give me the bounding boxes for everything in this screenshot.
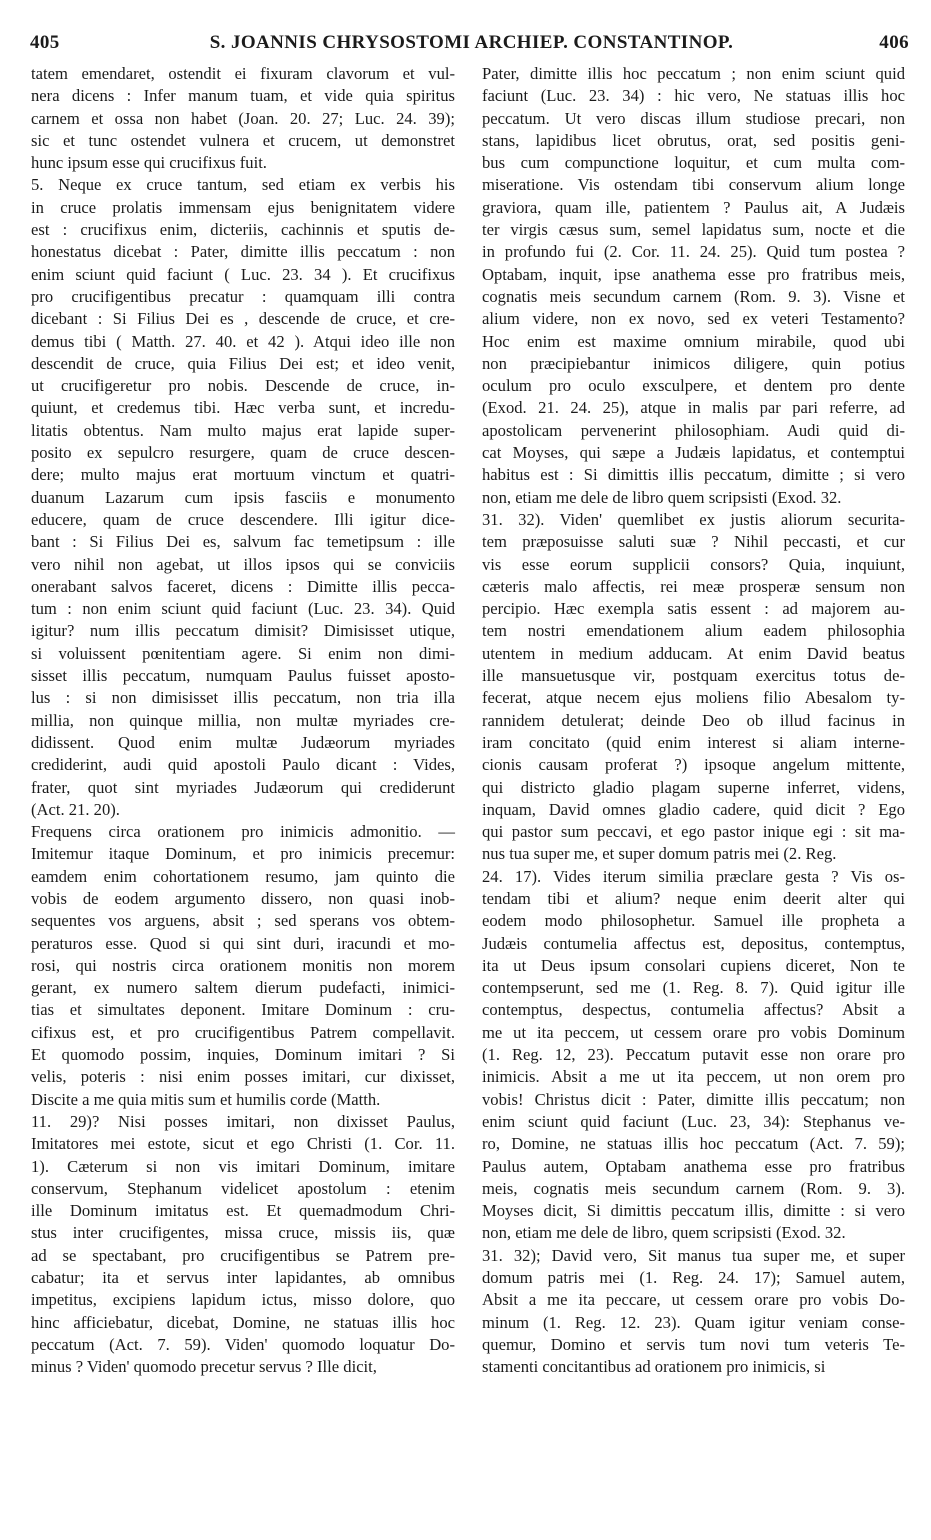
text-line: carnem et ossa non habet (Joan. 20. 27; Luc. 24. 39);	[31, 108, 455, 128]
text-line: crediderint, audi quid apostoli Paulo dicant : Vides,	[31, 755, 455, 775]
text-line: cæteris malo affectis, rei meæ prosperæ sensum non	[482, 576, 905, 596]
text-line: ter virgis cæsus sum, semel lapidatus sum, nocte et die	[482, 220, 905, 240]
text-line: contempserunt, sed me (1. Reg. 8. 7). Quid igitur ille	[482, 978, 905, 998]
text-line: quemur, Domino et servis tum novi tum veteris Te-	[482, 1334, 905, 1354]
text-line: cognatis meis secundum carnem (Rom. 9. 3). Visne et	[482, 286, 905, 306]
text-line: 1). Cæterum si non vis imitari Dominum, imitare	[31, 1156, 455, 1176]
text-line: hinc afficiebatur, dicebat, Domine, ne statuas illis hoc	[31, 1312, 455, 1332]
text-line: Paulus autem, Optabam anathema esse pro fratribus	[482, 1156, 905, 1176]
running-header	[30, 32, 909, 58]
text-line: gerant, ex numero saltem dierum pudefacti, inimici-	[31, 978, 455, 998]
text-line: cionis causam proferat ?) ipsoque angelum mittente,	[482, 755, 905, 775]
left-column	[31, 63, 455, 1379]
text-line: bus cum compunctione loquitur, et cum multa com-	[482, 153, 905, 173]
text-line: in profundo fui (2. Cor. 11. 24. 25). Quid tum postea ?	[482, 242, 905, 262]
text-line: hunc ipsum esse qui crucifixus fuit.	[31, 153, 267, 173]
text-line: est : crucifixus enim, dicteriis, cachinnis et sputis de-	[31, 220, 455, 240]
text-line: tatem emendaret, ostendit ei fixuram clavorum et vul-	[31, 64, 455, 83]
text-line: Imitatores mei estote, sicut et ego Christi (1. Cor. 11.	[31, 1134, 455, 1154]
text-line: igitur? num illis peccatum dimisit? Dimisisset utique,	[31, 621, 455, 641]
text-line: ut crucifigeretur pro nobis. Descende de cruce, in-	[31, 376, 455, 396]
text-line: tem præposuisse saluti suæ ? Nihil peccasti, et cur	[482, 532, 905, 552]
text-line: Moyses dicit, Si dimittis peccatum illis, dimitte : si vero	[482, 1201, 905, 1221]
text-line: rannidem detulerat; deinde Deo ob illud facinus in	[482, 710, 905, 730]
text-line: apostolicam pervenerint philosophiam. Audi quid di-	[482, 420, 905, 440]
text-line: tias et simultates deponent. Imitare Dominum : cru-	[31, 1000, 455, 1020]
text-line: vobis! Christus dicit : Pater, dimitte illis peccatum; non	[482, 1089, 905, 1109]
text-line: tum : non enim sciunt quid faciunt (Luc. 23. 34). Quid	[31, 599, 455, 619]
text-line: peccatum. Ut vero discas illum studiose precari, non	[482, 108, 905, 128]
text-line: litatis obtentus. Nam multo majus erat lapide super-	[31, 420, 455, 440]
text-line: miseratione. Vis ostendam tibi conservum alium longe	[482, 175, 905, 195]
text-line: sic et tunc ostendet vulnera et crucem, ut demonstret	[31, 130, 455, 150]
text-line: vobis de eodem argumento dissero, non quasi inob-	[31, 888, 455, 908]
text-line: stus inter crucifigentes, missa cruce, missis iis, quæ	[31, 1223, 455, 1243]
text-line: Hoc enim est maxime omnium mirabile, quod ubi	[482, 331, 905, 351]
text-line: in cruce prolatis immensam ejus benignitatem videre	[31, 197, 455, 217]
text-line: dicebant : Si Filius Dei es , descende de cruce, et cre-	[31, 309, 455, 329]
text-line: non, etiam me dele de libro, quem scripsisti (Exod. 32.	[482, 1223, 846, 1243]
text-line: 5. Neque ex cruce tantum, sed etiam ex verbis his	[31, 175, 455, 195]
text-line: Optabam, inquit, ipse anathema esse pro fratribus meis,	[482, 264, 905, 284]
text-line: Discite a me quia mitis sum et humilis corde (Matth.	[31, 1089, 381, 1109]
text-line: utentem in medium adducam. At enim David beatus	[482, 643, 905, 663]
running-title: S. JOANNIS CHRYSOSTOMI ARCHIEP. CONSTANTINOP.	[209, 32, 734, 53]
page-number-right: 406	[879, 32, 909, 53]
text-line: dere; multo majus erat mortuum vinctum et quatri-	[31, 465, 455, 485]
text-line: minum (1. Reg. 12. 23). Quam igitur veniam conse-	[482, 1312, 905, 1332]
text-line: pro crucifigentibus precatur : quamquam illi contra	[31, 286, 455, 306]
text-line: bant : Si Filius Dei es, salvum fac temetipsum : ille	[31, 532, 455, 552]
text-line: peraturos esse. Quod si qui sint duri, iracundi et mo-	[31, 933, 455, 953]
text-line: vero nihil non agebat, ut illos ipsos qui se conviciis	[31, 554, 455, 574]
text-line: posito ex sepulcro resurgere, quam de cruce descen-	[31, 443, 455, 463]
page-number-left: 405	[30, 32, 60, 53]
text-line: eodem modo philosophetur. Samuel ille propheta a	[482, 911, 905, 931]
text-line: ita ut Deus ipsum consolari cupiens diceret, Non te	[482, 955, 905, 975]
text-line: faciunt (Luc. 23. 34) : hic vero, Ne statuas illis hoc	[482, 86, 905, 106]
text-line: nus tua super me, et super domum patris mei (2. Reg.	[482, 844, 837, 864]
text-line: educere, quam de cruce descendere. Illi igitur dice-	[31, 509, 455, 529]
text-line: enim sciunt quid faciunt (Luc. 23, 34): Stephanus ve-	[482, 1111, 905, 1131]
text-line: ille mansuetusque vir, postquam exercitus totus de-	[482, 666, 905, 686]
text-line: iram concitato (quid enim interest si aliam interne-	[482, 732, 905, 752]
text-line: sequentes vos arguens, absit ; sed sperans vos obtem-	[31, 911, 455, 931]
text-line: didissent. Quod enim multæ Judæorum myriades	[31, 732, 455, 752]
text-line: tem nostri emendationem alium eadem philosophia	[482, 621, 905, 641]
text-line: duanum Lazarum cum ipsis fasciis e monumento	[31, 487, 455, 507]
text-line: ro, Domine, ne statuas illis hoc peccatum (Act. 7. 59);	[482, 1134, 905, 1154]
text-line: habitus est : Si dimittis illis peccatum, dimitte ; si vero	[482, 465, 905, 485]
text-line: minus ? Viden' quomodo precetur servus ? Ille dicit,	[31, 1357, 377, 1377]
text-line: (Act. 21. 20).	[31, 799, 120, 819]
text-line: nera dicens : Infer manum tuam, et vide quia spiritus	[31, 86, 455, 106]
text-line: eamdem enim cohortationem resumo, jam quinto die	[31, 866, 455, 886]
text-line: cabatur; ita et servus inter lapidantes, ab omnibus	[31, 1268, 455, 1288]
text-line: meis, cognatis meis secundum carnem (Rom. 9. 3).	[482, 1178, 905, 1198]
text-line: contemptus, despectus, contumelia affectus? Absit a	[482, 1000, 905, 1020]
text-line: peccatum (Act. 7. 59). Viden' quomodo loquatur Do-	[31, 1334, 455, 1354]
text-line: conservum, Stephanum videlicet apostolum : etenim	[31, 1178, 455, 1198]
text-line: stans, lapidibus licet obrutus, orat, sed positis geni-	[482, 130, 905, 150]
text-line: inquam, David omnes gladio cadere, quid dicit ? Ego	[482, 799, 905, 819]
text-line: Absit a me ita peccare, ut cessem orare pro vobis Do-	[482, 1290, 905, 1310]
text-line: millia, non quinque millia, non multæ myriades cre-	[31, 710, 455, 730]
text-line: descendit de cruce, quia Filius Dei est; et ideo venit,	[31, 353, 455, 373]
text-line: velis, poteris : nisi enim posses imitari, cur dixisset,	[31, 1067, 455, 1087]
text-line: 24. 17). Vides iterum similia præclare gesta ? Vis os-	[482, 866, 905, 886]
text-line: non præcipiebantur inimicos diligere, quin potius	[482, 353, 905, 373]
text-line: non, etiam me dele de libro quem scripsisti (Exod. 32.	[482, 487, 842, 507]
text-line: ille Dominum imitatus est. Et quemadmodum Chri-	[31, 1201, 455, 1221]
text-line: fecerat, atque necem ejus moliens filio Abesalom ty-	[482, 688, 905, 708]
text-line: Pater, dimitte illis hoc peccatum ; non enim sciunt quid	[482, 64, 905, 83]
text-line: (1. Reg. 12, 23). Peccatum putavit esse non orare pro	[482, 1045, 905, 1065]
text-line: qui districto gladio plagam superne inferret, videns,	[482, 777, 905, 797]
text-line: percipio. Hæc exempla satis essent : ad majorem au-	[482, 599, 905, 619]
text-line: cifixus est, et pro crucifigentibus Patrem compellavit.	[31, 1022, 455, 1042]
text-line: alium videre, non ex novo, sed ex veteri Testamento?	[482, 309, 905, 329]
text-line: ad se spectabant, pro crucifigentibus se Patrem pre-	[31, 1245, 455, 1265]
text-line: enim sciunt quid faciunt ( Luc. 23. 34 ). Et crucifixus	[31, 264, 455, 284]
text-line: cat Moyses, qui sæpe a Judæis lapidatus, et contemptui	[482, 443, 905, 463]
text-line: Frequens circa orationem pro inimicis admonitio. —	[31, 822, 455, 842]
text-line: Imitemur itaque Dominum, et pro inimicis precemur:	[31, 844, 455, 864]
text-line: stamenti concitantibus ad orationem pro inimicis, si	[482, 1357, 826, 1377]
right-column	[482, 63, 905, 1379]
text-line: me ut ita peccem, ut cessem orare pro vobis Dominum	[482, 1022, 905, 1042]
text-line: honestatus dicebat : Pater, dimitte illis peccatum : non	[31, 242, 455, 262]
text-line: (Exod. 21. 24. 25), atque in malis par pari referre, ad	[482, 398, 905, 418]
text-line: impetitus, excipiens lapidum ictus, misso dolore, quo	[31, 1290, 455, 1310]
text-line: demus tibi ( Matth. 27. 40. et 42 ). Atqui ideo ille non	[31, 331, 455, 351]
text-line: lus : si non dimisisset illis peccatum, non tria illa	[31, 688, 455, 708]
text-line: frater, quot sint myriades Judæorum qui crediderunt	[31, 777, 455, 797]
text-line: sisset illis peccatum, numquam Paulus fuisset aposto-	[31, 666, 455, 686]
text-line: oculum pro oculo exsculpere, et dentem pro dente	[482, 376, 905, 396]
text-line: graviora, quam ille, patientem ? Paulus ait, A Judæis	[482, 197, 905, 217]
text-line: tendam tibi et alium? neque enim deerit alter qui	[482, 888, 905, 908]
text-line: Judæis contumelia affectus est, depositus, contemptus,	[482, 933, 905, 953]
text-line: quiunt, et credemus tibi. Hæc verba sunt, et incredu-	[31, 398, 455, 418]
text-line: 11. 29)? Nisi posses imitari, non dixisset Paulus,	[31, 1111, 455, 1131]
text-line: 31. 32). Viden' quemlibet ex justis aliorum securita-	[482, 509, 905, 529]
text-line: Et quomodo possim, inquies, Dominum imitari ? Si	[31, 1045, 455, 1065]
text-line: 31. 32); David vero, Sit manus tua super me, et super	[482, 1245, 905, 1265]
text-line: rosi, qui nostris circa orationem monitis non morem	[31, 955, 455, 975]
text-line: vis esse eorum supplicii consors? Quia, inquiunt,	[482, 554, 905, 574]
text-line: si voluissent pœnitentiam agere. Si enim non dimi-	[31, 643, 455, 663]
text-line: inimicis. Absit a me ut ita peccem, ut non orem pro	[482, 1067, 905, 1087]
text-line: onerabant salvos faceret, dicens : Dimitte illis pecca-	[31, 576, 455, 596]
text-line: domum patris mei (1. Reg. 24. 17); Samuel autem,	[482, 1268, 905, 1288]
text-line: qui pastor sum peccavi, et ego pastor inique egi : sit ma-	[482, 822, 905, 842]
